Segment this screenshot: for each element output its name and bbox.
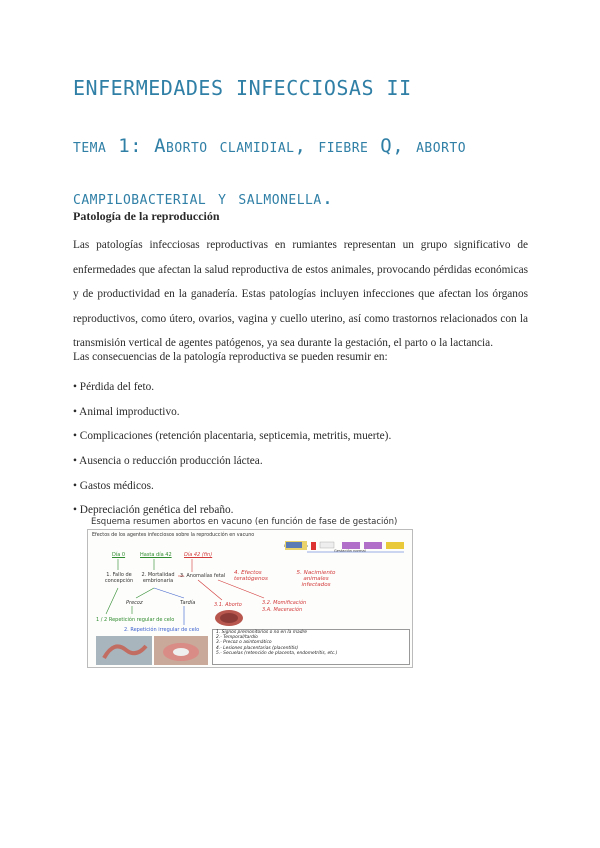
node-maceracion: 3.A. Maceración [262,607,303,613]
list-item: • Depreciación genética del rebaño. [73,498,391,523]
tardia-label: Tardía [180,600,196,606]
placenta-photo [96,636,152,665]
diagram-header: Efectos de los agentes infecciosos sobre la reproducción en vacuno [92,533,255,538]
node-aborto: 3.1. Aborto [214,602,242,608]
timeline-right-label: Gestación normal [334,549,366,553]
note-line: 2.- Temporal/tardío [216,635,258,641]
day0-label: Día 0 [112,552,126,558]
reproduction-diagram [87,529,413,668]
topic-title: tema 1: Aborto clamidial, fiebre Q, aborto campilobacterial y salmonella. [73,135,467,209]
consequences-intro: Las consecuencias de la patología reproductiva se pueden resumir en: [73,351,388,363]
intro-paragraph: Las patologías infecciosas reproductivas en rumiantes representan un grupo significativo de enfermedades que afectan la salud reproductiva de estos animales, provocando pérdidas económicas y de productividad en la ganadería. Estas patologías incluyen infecciones que afectan los órganos reproductivos, como útero, ovarios, vagina y cuello uterino, así como trastornos relacionados con la transmisión vertical de agentes patógenos, ya sea durante la gestación, el parto o la lactancia. [73,239,528,349]
consequences-list [73,375,391,523]
list-item: • Complicaciones (retención placentaria, septicemia, metritis, muerte). [73,424,391,449]
list-item: • Pérdida del feto. [73,375,391,400]
repeat-regular-label: 1 / 2 Repetición regular de celo [96,617,175,623]
section-heading: Patología de la reproducción [73,209,220,223]
note-line: 3.- Precoz o asintomático [216,640,272,646]
notes-box [212,629,410,665]
uterus-photo [154,636,208,665]
list-item: • Ausencia o reducción producción láctea. [73,449,391,474]
note-line: 1. Signos premonitorios o no en la madre [216,630,307,635]
node-efectos-teratogenos: 4. Efectos teratógenos [234,570,268,582]
note-line: 4.- Lesiones placentarias (placentitis) [216,645,299,651]
list-item: • Animal improductivo. [73,400,391,425]
list-item: • Gastos médicos. [73,474,391,499]
figure-caption: Esquema resumen abortos en vacuno (en función de fase de gestación) [91,517,398,527]
precoz-label: Precoz [126,600,143,606]
note-line: 5.- Secuelas (retención de placenta, endometritis, etc.) [216,650,338,656]
day42b-label: Día 42 (fin) [184,552,213,558]
node-mortalidad-embrionaria: 2. Mortalidad embrionaria [141,572,175,584]
node-momificacion: 3.2. Momificación [262,600,307,606]
node-fallo-concepcion: 1. Fallo de concepción [104,572,134,584]
repeat-irregular-label: 2. Repetición irregular de celo [124,627,200,633]
aborted-fetus-image [214,609,244,627]
node-nacimiento-infectados: 5. Nacimiento animales infectados [296,570,336,588]
day42-label: Hasta día 42 [140,552,172,558]
node-anomalias-fetal: 3. Anomalías fetal [180,573,226,579]
document-title: ENFERMEDADES INFECCIOSAS II [73,76,412,100]
